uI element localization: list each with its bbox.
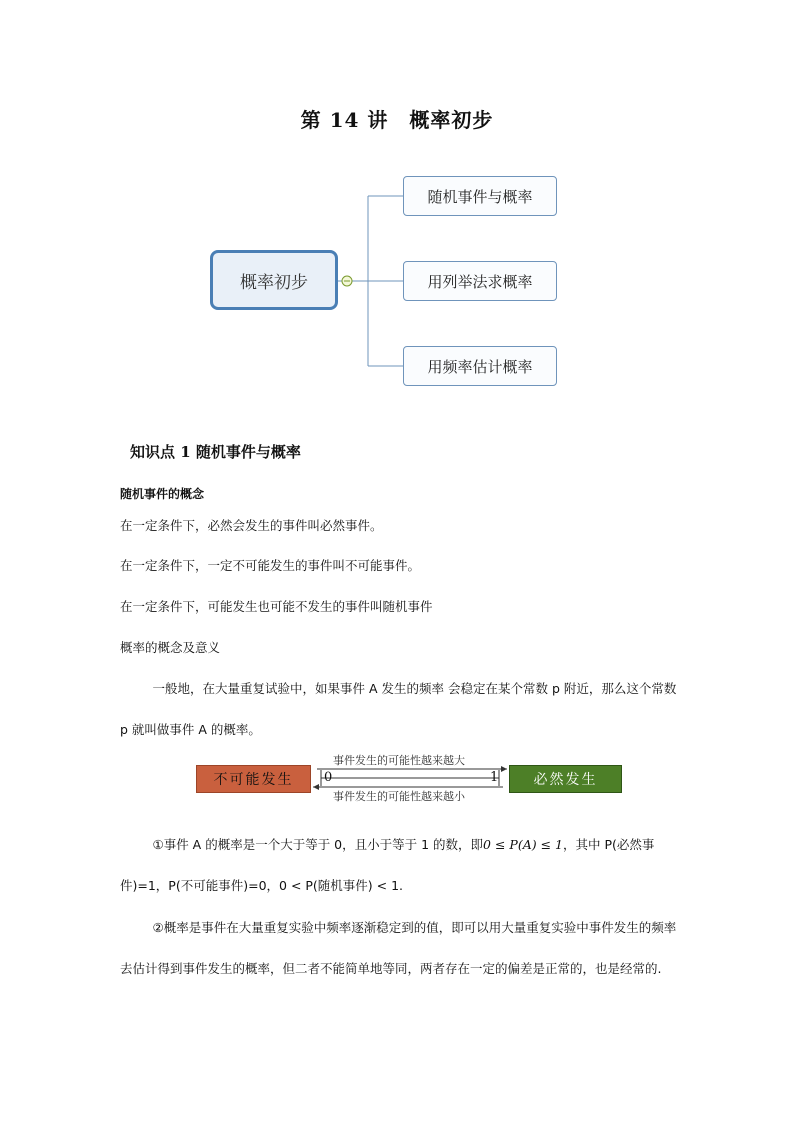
scale-top-label: 事件发生的可能性越来越大 [333, 754, 465, 767]
certain-box: 必然发生 [509, 765, 622, 793]
scale-bottom-label: 事件发生的可能性越来越小 [333, 790, 465, 803]
probability-formula: 0 ≤ P(A) ≤ 1 [483, 837, 563, 852]
concept-paragraph: 一般地，在大量重复试验中，如果事件 A 发生的频率 会稳定在某个常数 p 附近，那么这个常数 p 就叫做事件 A 的概率。 [120, 681, 677, 737]
mindmap-node-random-events: 随机事件与概率 [403, 176, 557, 216]
note-2: ②概率是事件在大量重复实验中频率逐渐稳定到的值，即可以用大量重复实验中事件发生的频率去估计得到事件发生的概率，但二者不能简单地等同，两者存在一定的偏差是正常的，也是经常的. [120, 920, 677, 976]
section-heading: 知识点 1 随机事件与概率 [130, 443, 301, 461]
subsection-heading: 随机事件的概念 [120, 487, 205, 501]
mindmap-root-node: 概率初步 [210, 250, 338, 310]
mindmap-node-enumeration: 用列举法求概率 [403, 261, 557, 301]
note-1-suffix: ，其中 P(必然事件)=1，P(不可能事件)=0，0 < P(随机事件) < 1. [120, 837, 655, 893]
definition-certain-event: 在一定条件下，必然会发生的事件叫必然事件。 [120, 518, 383, 533]
definition-impossible-event: 在一定条件下，一定不可能发生的事件叫不可能事件。 [120, 558, 421, 573]
concept-heading: 概率的概念及意义 [120, 640, 221, 655]
mindmap-node-frequency: 用频率估计概率 [403, 346, 557, 386]
definition-random-event: 在一定条件下，可能发生也可能不发生的事件叫随机事件 [120, 599, 433, 614]
page-title: 第 14 讲 概率初步 [300, 108, 494, 132]
scale-one: 1 [490, 770, 499, 785]
impossible-box: 不可能发生 [196, 765, 311, 793]
mindmap-connectors [0, 0, 794, 420]
note-1 [120, 824, 678, 906]
scale-zero: 0 [324, 770, 333, 785]
note-1-prefix: ①事件 A 的概率是一个大于等于 0，且小于等于 1 的数，即 [152, 837, 484, 852]
